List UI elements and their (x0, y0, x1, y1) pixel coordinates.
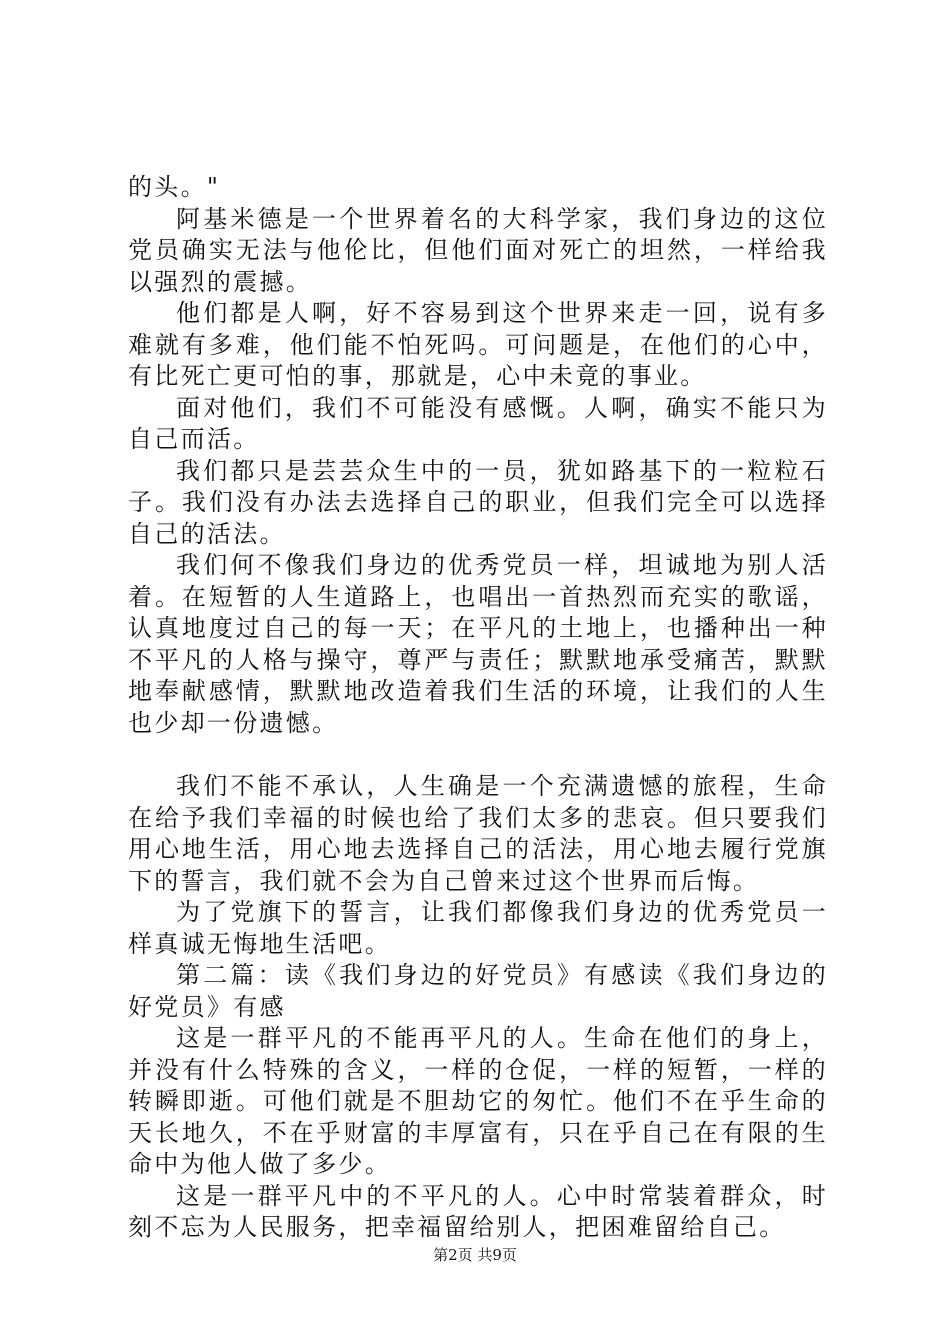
paragraph: 的头。" (128, 173, 221, 201)
paragraph: 我们不能不承认，人生确是一个充满遗憾的旅程，生命在给予我们幸福的时候也给了我们太多的悲哀。但只要我们用心地生活，用心地去选择自己的活法，用心地去履行党旗下的誓言，我们就不会为自己曾来过这个世界而后悔。 (128, 772, 828, 895)
paragraph: 我们何不像我们身边的优秀党员一样，坦诚地为别人活着。在短暂的人生道路上，也唱出一首热烈而充实的歌谣，认真地度过自己的每一天；在平凡的土地上，也播种出一种不平凡的人格与操守，尊严与责任；默默地承受痛苦，默默地奉献感情，默默地改造着我们生活的环境，让我们的人生也少却一份遗憾。 (128, 551, 828, 737)
section-heading: 第二篇：读《我们身边的好党员》有感读《我们身边的好党员》有感 (128, 961, 828, 1021)
body-text (128, 172, 828, 1244)
paragraph: 为了党旗下的誓言，让我们都像我们身边的优秀党员一样真诚无悔地生活吧。 (128, 898, 828, 958)
page-number-footer: 第2页 共9页 (433, 1246, 517, 1264)
paragraph: 我们都只是芸芸众生中的一员，犹如路基下的一粒粒石子。我们没有办法去选择自己的职业，但我们完全可以选择自己的活法。 (128, 456, 828, 548)
paragraph: 他们都是人啊，好不容易到这个世界来走一回，说有多难就有多难，他们能不怕死吗。可问题是，在他们的心中，有比死亡更可怕的事，那就是，心中未竟的事业。 (128, 299, 828, 390)
paragraph: 面对他们，我们不可能没有感慨。人啊，确实不能只为自己而活。 (128, 393, 828, 453)
paragraph: 这是一群平凡中的不平凡的人。心中时常装着群众，时刻不忘为人民服务，把幸福留给别人，把困难留给自己。 (128, 1181, 828, 1241)
paragraph: 这是一群平凡的不能再平凡的人。生命在他们的身上，并没有什么特殊的含义，一样的仓促，一样的短暂，一样的转瞬即逝。可他们就是不胆劫它的匆忙。他们不在乎生命的天长地久，不在乎财富的丰厚富有，只在乎自己在有限的生命中为他人做了多少。 (128, 1024, 828, 1178)
paragraph: 阿基米德是一个世界着名的大科学家，我们身边的这位党员确实无法与他伦比，但他们面对死亡的坦然，一样给我以强烈的震撼。 (128, 204, 828, 296)
